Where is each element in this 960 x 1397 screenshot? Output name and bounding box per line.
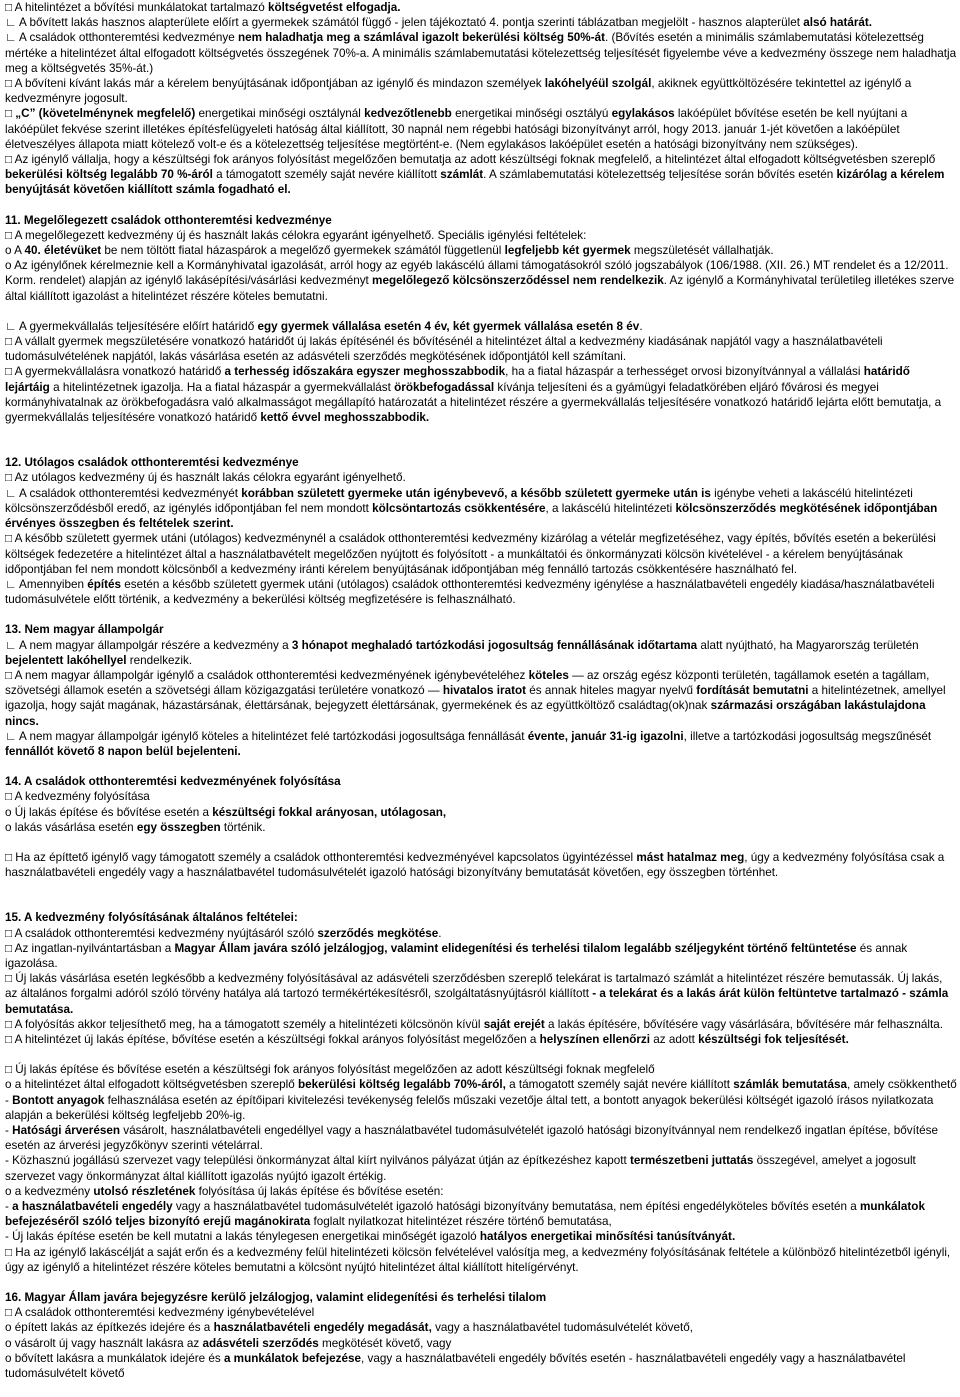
paragraph	[5, 941, 957, 971]
paragraph	[5, 106, 957, 152]
text-run: , úgy a kedvezmény folyósítása csak a használatbavételi engedély vagy a használatbavétel tudomásulvételét igazoló hatósági bizonyítvány bemutatását követően, egy összegben történhet.	[5, 850, 945, 880]
bold-text-run: nem haladhatja meg a számlával igazolt bekerülési költség 50%-át	[237, 31, 605, 45]
text-run: ∟ A bővített lakás hasznos alapterülete előírt a gyermekek számától függő - jelen tájékoztató 4. pontja szerinti táblázatban megjelölt - hasznos alapterület	[5, 16, 804, 30]
text-run: o vásárolt új vagy használt lakásra az	[5, 1336, 203, 1350]
text-run: esetén a később született gyermek utáni (utólagos) családok otthonteremtési kedvezmény igénylése a használatbavételi engedély kiadása/használatbavételi tudomásulvétele előtt történik, a kedvezmény a bekerülési költség megfizetésére is felhasználható.	[5, 577, 935, 607]
text-run: , akiknek együttköltözésére tekintettel az igénylő a kedvezményre jogosult.	[5, 77, 912, 106]
text-run: □ A vállalt gyermek megszületésére vonatkozó határidőt új lakás építésénél és bővítésénél a hitelintézet által a kedvezmény kiadásának napjától vagy a használatbavételi tudomásulvételének napjától, lakás vásárlása esetén az adásvételi szerződés megkötésének időpontjától kell számítani.	[5, 335, 883, 364]
text-run: a lakás építésére, bővítésére vagy vásárlására, bővítésére már felhasználta.	[544, 1017, 944, 1031]
section-heading	[5, 910, 957, 925]
text-run: kívánja teljesíteni és a gyámügyi feladatkörében eljáró fővárosi és megyei kormányhivatalnak az örökbefogadásra való alkalmasságot megállapító határozatát a hitelintézet részére a gyermekvállalás teljesítésére vonatkozó határidő lejárta előtt bemutatja, a gyermekvállalás teljesítésére vonatkozó határidő	[5, 380, 942, 425]
text-run: o Az igénylőnek kérelmeznie kell a Kormányhivatal igazolását, arról hogy az egyéb lakáscélú állami támogatásokról szóló jogszabályok (106/1988. (XII. 26.) MT rendelet és a 12/2011. Korm. rendelet) alapján az igénylő lakásépítési/vásárlási kedvezményt	[5, 259, 949, 288]
paragraph-spacer	[5, 759, 957, 774]
text-run: □ A megelőlegezett kedvezmény új és használt lakás célokra egyaránt igényelhető. Speciális igénylési feltételek:	[5, 228, 587, 242]
paragraph	[5, 638, 957, 668]
text-run: □ Új lakás építése és bővítése esetén a készültségi fok arányos folyósítást megelőzően az adott készültségi foknak megfelelő	[5, 1063, 655, 1077]
paragraph	[5, 1032, 957, 1047]
text-run: -	[5, 1200, 13, 1214]
text-run: . A számlabemutatási kötelezettség teljesítése során bővítés esetén	[483, 168, 837, 182]
bold-text-run: 11. Megelőlegezett családok otthonteremtési kedvezménye	[5, 213, 332, 227]
paragraph-spacer	[5, 880, 957, 910]
text-run: ∟ A gyermekvállalás teljesítésére előírt határidő	[5, 319, 258, 333]
text-run: o épített lakás az építkezés idejére és a	[5, 1321, 214, 1335]
section-heading	[5, 1290, 957, 1305]
paragraph	[5, 1229, 957, 1244]
paragraph	[5, 1153, 957, 1183]
text-run: ∟ A családok otthonteremtési kedvezménye	[5, 31, 238, 45]
text-run: ∟ A nem magyar állampolgár igénylő köteles a hitelintézet felé tartózkodási jogosultsága fennállását	[5, 729, 528, 743]
bold-text-run: életévüket	[44, 244, 102, 258]
text-run: □ A gyermekvállalásra vonatkozó határidő	[5, 365, 225, 379]
text-run: és annak hiteles magyar nyelvű	[526, 684, 697, 698]
text-run: és annak igazolása.	[5, 941, 908, 970]
bold-text-run: kölcsönszerződés megkötésének időpontjában érvényes összegben és feltételek szerint.	[5, 501, 938, 531]
bold-text-run: készültségi fokkal arányosan, utólagosan,	[212, 805, 447, 819]
text-run: lakóépület bővítése esetén be kell nyújtani a lakóépület fekvése szerint illetékes építésfelügyeleti hatóság által kiállított, 30 napnál nem régebbi hatósági bizonyítványt arról, hogy 2013. január 1-jét követően a lakóépület életveszélyes állapota miatt kötelező volt-e és a kötelezettség teljesítése megtörtént-e. (Nem egylakásos lakóépület esetén a hatósági bizonyítvány nem szükséges).	[5, 107, 908, 151]
text-run: , ha a fiatal házaspár a terhességet orvosi bizonyítvánnyal a vállalási	[505, 365, 864, 379]
bold-text-run: 13. Nem magyar állampolgár	[5, 623, 164, 637]
text-run: , amely csökkenthető	[846, 1078, 957, 1092]
text-run: megszületését vállalhatják.	[630, 244, 774, 258]
text-run: □ A folyósítás akkor teljesíthető meg, ha a támogatott személy a hitelintézeti kölcsönön kívül	[5, 1017, 484, 1031]
bold-text-run: egylakásos	[611, 107, 675, 121]
bold-text-run: adásvételi szerződés	[202, 1336, 319, 1350]
text-run: ∟ A nem magyar állampolgár részére a kedvezmény a	[5, 638, 292, 652]
section-heading	[5, 774, 957, 789]
paragraph	[5, 1093, 957, 1123]
bold-text-run: utolsó részletének	[93, 1184, 196, 1198]
bold-text-run: számlát	[440, 168, 484, 182]
paragraph-spacer	[5, 1275, 957, 1290]
text-run: a hitelintézetnek, amellyel igazolja, hogy saját magának, házastársának, élettársának, bejegyzett élettársának, gyermekének és az együttköltöző családtag(ok)nak	[5, 684, 946, 713]
text-run: , illetve a tartózkodási jogosultság megszűnését	[683, 729, 932, 743]
text-run: történik.	[220, 820, 266, 834]
bold-text-run: □ „C” (követelménynek megfelelő)	[5, 107, 196, 121]
text-run: □ A családok otthonteremtési kedvezmény nyújtásáról szóló	[5, 926, 318, 940]
bold-text-run: örökbefogadással	[394, 380, 495, 394]
paragraph	[5, 15, 957, 30]
text-run: folyósítása új lakás építése és bővítése esetén:	[195, 1184, 444, 1198]
bold-text-run: építés	[87, 577, 122, 591]
bold-text-run: hivatalos iratot	[442, 684, 526, 698]
bold-text-run: Hatósági árverésen	[12, 1124, 120, 1137]
bold-text-run: költségvetést elfogadja.	[268, 1, 401, 14]
paragraph	[5, 30, 957, 76]
paragraph-spacer	[5, 607, 957, 622]
paragraph	[5, 1336, 957, 1351]
text-run: a támogatott személy saját nevére kiállított	[212, 168, 441, 182]
bold-text-run: legfeljebb két gyermek	[504, 244, 631, 258]
bold-text-run: 15. A kedvezmény folyósításának általános feltételei:	[5, 911, 298, 925]
bold-text-run: kettő évvel meghosszabbodik.	[260, 411, 430, 425]
section-heading	[5, 213, 957, 228]
paragraph	[5, 850, 957, 880]
text-run: energetikai minőségi osztálynál	[195, 107, 365, 121]
text-run: be nem töltött fiatal házaspárok a megelőző gyermekek számától függetlenül	[101, 244, 505, 258]
text-run: o a kedvezmény	[5, 1184, 94, 1198]
bold-text-run: mást hatalmaz meg	[636, 850, 745, 864]
text-run: vagy a használatbavétel tudomásulvételét követő,	[431, 1321, 694, 1335]
bold-text-run: szerződés megkötése	[317, 926, 439, 940]
text-run: az adott	[650, 1032, 699, 1046]
bold-text-run: fennállót követő 8 napon belül bejelenteni.	[5, 744, 241, 758]
text-run: □ Ha az építtető igénylő vagy támogatott személy a családok otthonteremtési kedvezményével kapcsolatos ügyintézéssel	[5, 850, 637, 864]
bold-text-run: származási országában lakástulajdona nincs.	[5, 699, 926, 728]
bold-text-run: 14. A családok otthonteremtési kedvezményének folyósítása	[5, 775, 341, 789]
paragraph	[5, 577, 957, 607]
paragraph-spacer	[5, 304, 957, 319]
paragraph	[5, 1062, 957, 1077]
section-heading	[5, 622, 957, 637]
bold-text-run: hatályos energetikai minősítési tanúsítványát.	[479, 1230, 736, 1244]
text-run: □ Új lakás vásárlása esetén legkésőbb a kedvezmény folyósításával az adásvételi szerződésben szereplő telekárat is tartalmazó számlát a hitelintézet részére bemutassák. Új lakás, az általános forgalmi adóról szóló törvény hatálya alá tartozó termékértékesítésről, szolgáltatásnyújtásról kiállított	[5, 972, 943, 1001]
paragraph	[5, 152, 957, 198]
text-run: □ A családok otthonteremtési kedvezmény igénybevételével	[5, 1306, 315, 1320]
text-run: -	[5, 1093, 13, 1107]
text-run: □ A később született gyermek utáni (utólagos) kedvezménynél a családok otthonteremtési kedvezmény kizárólag a vételár megfizetéséhez, vagy építés, bővítés esetén a bekerülési költségek fedezetére a hitelintézet által a használatbavételt megelőzően nyújtott és folyósított - a munkáltatói és önkormányzati kölcsön kivételével - a kérelem benyújtásának időpontjában fel nem mondott kölcsönből a kedvezmény iránti kérelem benyújtásának időpontjában még fennálló tartozás csökkentésére használható fel.	[5, 532, 936, 576]
bold-text-run: - a telekárat és a lakás árát külön feltüntetve tartalmazó - számla bemutatása.	[5, 987, 949, 1016]
text-run: , vagy a használatbavételi engedély bővítés esetén - használatbavételi engedély vagy a használatbavétel tudomásulvételt követő	[5, 1351, 906, 1381]
paragraph	[5, 486, 957, 532]
text-run: □ Ha az igénylő lakáscélját a saját erőn és a kedvezmény felül hitelintézeti kölcsön felvételével valósítja meg, a kedvezmény folyósításának feltétele a különböző hitelintézetből igényli, úgy az igénylő a hitelintézet részére köteles bemutatni a kölcsönt nyújtó hitelintézet által kiállított hitelígérvényt.	[5, 1245, 951, 1274]
paragraph	[5, 258, 957, 304]
text-run: vásárolt, használatbavételi engedéllyel vagy a használatbavétel tudomásulvételét igazoló hatósági bizonyítvánnyal nem rendelkező ingatlan építése, bővítése esetén az árverési jegyzőkönyv szerinti vételárral.	[5, 1124, 938, 1153]
bold-text-run: Magyar Állam javára szóló jelzálogjog, valamint elidegenítési és terhelési tilalom legalább széljegyként történő feltüntetése	[174, 941, 857, 955]
paragraph	[5, 364, 957, 425]
text-run: vagy a használatbavétel tudomásulvételét igazoló hatósági bizonyítvány bemutatása, nem építési engedélyköteles bővítés esetén a	[172, 1200, 860, 1214]
bold-text-run: bekerülési költség legalább 70%-áról,	[298, 1078, 506, 1092]
paragraph	[5, 243, 957, 258]
text-run: □ Az igénylő vállalja, hogy a készültségi fok arányos folyósítást megelőzően bemutatja az adott készültségi foknak megfelelő, a hitelintézet által elfogadott költségvetésben szereplő	[5, 153, 936, 167]
bold-text-run: kölcsöntartozás csökkentésére	[372, 501, 546, 515]
paragraph	[5, 1351, 957, 1381]
text-run: o bővített lakásra a munkálatok idejére és	[5, 1351, 224, 1365]
bold-text-run: munkálatok befejezéséről szóló teljes bizonyító erejű magánokirata	[5, 1200, 925, 1229]
paragraph	[5, 1123, 957, 1153]
text-run: .	[639, 319, 643, 333]
paragraph-spacer	[5, 425, 957, 455]
paragraph-spacer	[5, 835, 957, 850]
paragraph	[5, 820, 957, 835]
paragraph	[5, 319, 957, 334]
text-run: a hitelintézetnek igazolja. Ha a fiatal házaspár a gyermekvállalást	[49, 380, 395, 394]
paragraph	[5, 789, 957, 804]
text-run: □ Az utólagos kedvezmény új és használt lakás célokra egyaránt igényelhető.	[5, 471, 406, 485]
text-run: o lakás vásárlása esetén	[5, 820, 137, 834]
bold-text-run: készültségi fok teljesítését.	[698, 1032, 849, 1046]
bold-text-run: határidő lejártáig	[5, 365, 910, 394]
text-run: o A	[5, 244, 25, 258]
bold-text-run: 40.	[24, 244, 41, 258]
text-run: energetikai minőségi osztályú	[451, 107, 612, 121]
text-run: foglalt nyilatkozat hitelintézet részére történő bemutatása,	[310, 1215, 612, 1229]
bold-text-run: természetbeni juttatás	[629, 1154, 754, 1168]
bold-text-run: 16. Magyar Állam javára bejegyzésre kerülő jelzálogjog, valamint elidegenítési és terhelési tilalom	[5, 1291, 547, 1305]
paragraph	[5, 729, 957, 759]
text-run: - Közhasznú jogállású szervezet vagy települési önkormányzat által kiírt nyilvános pályázat útján az építkezéshez kapott	[5, 1154, 630, 1168]
text-run: □ Az ingatlan-nyilvántartásban a	[5, 941, 175, 955]
paragraph	[5, 531, 957, 577]
paragraph	[5, 1320, 957, 1335]
text-run: a támogatott személy saját nevére kiállított	[505, 1078, 734, 1092]
paragraph	[5, 1077, 957, 1092]
text-run: □ A nem magyar állampolgár igénylő a családok otthonteremtési kedvezményének igénybevételéhez	[5, 668, 529, 682]
paragraph	[5, 76, 957, 106]
bold-text-run: 3 hónapot meghaladó tartózkodási jogosultság fennállásának időtartama	[291, 638, 698, 652]
text-run: igénybe veheti a lakáscélú hitelintézeti kölcsönszerződésből eredő, az igénylés időpontjában fel nem mondott	[5, 486, 913, 515]
bold-text-run: a munkálatok befejezése	[223, 1351, 362, 1365]
paragraph	[5, 1199, 957, 1229]
bold-text-run: alsó határát.	[803, 16, 873, 30]
bold-text-run: kizárólag a kérelem benyújtását követően kiállított számla fogadható el.	[5, 168, 945, 197]
bold-text-run: köteles	[528, 668, 569, 682]
paragraph	[5, 668, 957, 729]
bold-text-run: lakóhelyéül szolgál	[544, 77, 652, 91]
bold-text-run: bekerülési költség legalább 70 %-áról	[5, 168, 213, 182]
bold-text-run: bejelentett lakóhellyel	[5, 653, 127, 667]
text-run: megkötését követő, vagy	[318, 1336, 452, 1350]
paragraph	[5, 334, 957, 364]
bold-text-run: korábban született gyermeke után igénybevevő, a később született gyermeke után is	[241, 486, 711, 500]
paragraph	[5, 0, 957, 15]
paragraph	[5, 1184, 957, 1199]
bold-text-run: kedvezőtlenebb	[364, 107, 452, 121]
text-run: .	[438, 926, 442, 940]
bold-text-run: évente, január 31-ig igazolni	[527, 729, 684, 743]
paragraph-spacer	[5, 1047, 957, 1062]
bold-text-run: helyszínen ellenőrzi	[539, 1032, 651, 1046]
text-run: , a lakáscélú hitelintézeti	[545, 501, 676, 515]
paragraph	[5, 926, 957, 941]
text-run: rendelkezik.	[126, 653, 193, 667]
bold-text-run: a használatbavételi engedély	[12, 1200, 173, 1214]
document-page	[5, 0, 957, 1381]
text-run: alatt nyújtható, ha Magyarország területén	[697, 638, 919, 652]
paragraph	[5, 1305, 957, 1320]
text-run: . Az igénylő a Kormányhivatal területileg illetékes szerve által kiállított igazolást a hitelintézet részére köteles bemutatni.	[5, 274, 955, 303]
text-run: □ A hitelintézet új lakás építése, bővítése esetén a készültségi fokkal arányos folyósítást megelőzően a	[5, 1032, 540, 1046]
paragraph	[5, 971, 957, 1017]
text-run: -	[5, 1124, 13, 1137]
paragraph-spacer	[5, 198, 957, 213]
paragraph	[5, 805, 957, 820]
text-run: — az ország egész központi területén, tagállamok esetén a tagállam, szövetségi államok esetén a szövetségi állam közigazgatási területére vonatkozó —	[5, 668, 930, 698]
paragraph	[5, 470, 957, 485]
text-run: ∟ Amennyiben	[5, 577, 88, 591]
bold-text-run: 12. Utólagos családok otthonteremtési kedvezménye	[5, 456, 299, 470]
bold-text-run: egy összegben	[136, 820, 221, 834]
bold-text-run: fordítását bemutatni	[696, 684, 809, 698]
text-run: □ A bővíteni kívánt lakás már a kérelem benyújtásának időpontjában az igénylő és mindazon személyek	[5, 77, 545, 91]
bold-text-run: Bontott anyagok	[12, 1093, 105, 1107]
text-run: □ A hitelintézet a bővítési munkálatokat tartalmazó	[5, 1, 269, 14]
bold-text-run: megelőlegező kölcsönszerződéssel nem rendelkezik	[372, 274, 664, 288]
bold-text-run: a terhesség időszakára egyszer meghosszabbodik	[224, 365, 506, 379]
text-run: o a hitelintézet által elfogadott költségvetésben szereplő	[5, 1078, 299, 1092]
text-run: o Új lakás építése és bővítése esetén a	[5, 805, 213, 819]
text-run: - Új lakás építése esetén be kell mutatni a lakás ténylegesen energetikai minőségét igazoló	[5, 1230, 480, 1244]
bold-text-run: saját erejét	[483, 1017, 545, 1031]
bold-text-run: számlák bemutatása	[733, 1078, 847, 1092]
text-run: összegével, amelyet a jogosult szervezet vagy önkormányzat által kiállított igazolás nyújtó igazolt értékig.	[5, 1154, 916, 1183]
paragraph	[5, 228, 957, 243]
text-run: felhasználása esetén az építőipari kivitelezési tevékenység felelős műszaki vezetője által tett, a bontott anyagok bekerülési költségét igazoló írásos nyilatkozata alapján a bekerülési költség legfeljebb 20%-ig.	[5, 1093, 934, 1122]
bold-text-run: használatbavételi engedély megadását,	[213, 1321, 432, 1335]
paragraph	[5, 1017, 957, 1032]
bold-text-run: egy gyermek vállalása esetén 4 év, két gyermek vállalása esetén 8 év	[257, 319, 640, 333]
text-run: ∟ A családok otthonteremtési kedvezményét	[5, 486, 242, 500]
text-run: □ A kedvezmény folyósítása	[5, 790, 150, 804]
paragraph	[5, 1245, 957, 1275]
section-heading	[5, 455, 957, 470]
text-run: . (Bővítés esetén a minimális számlabemutatási kötelezettség mértéke a hitelintézet által elfogadott költségvetés összegének 70%-a. A minimális számlabemutatási kötelezettség teljesítését figyelembe véve a kedvezmény összege nem haladhatja meg a költségvetés 35%-át.)	[5, 31, 957, 75]
